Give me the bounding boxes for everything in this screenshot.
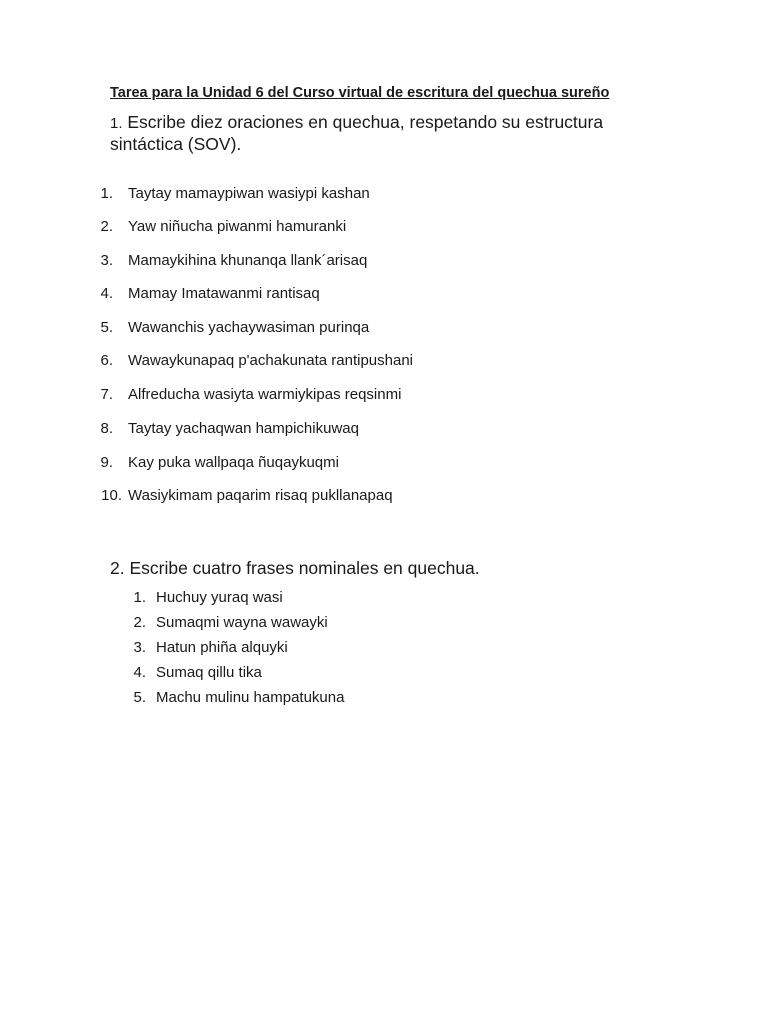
list-item-number: 7.	[100, 386, 113, 403]
list-item-number: 10.	[101, 487, 122, 504]
list-item-number: 5.	[133, 689, 146, 706]
list-item-text: Kay puka wallpaqa ñuqaykuqmi	[128, 454, 339, 471]
list-item-text: Wasiykimam paqarim risaq pukllanapaq	[128, 487, 393, 504]
list-item-number: 4.	[100, 285, 113, 302]
list-item-number: 2.	[133, 614, 146, 631]
list-item-text: Taytay mamaypiwan wasiypi kashan	[128, 185, 370, 202]
list-item-number: 3.	[133, 639, 146, 656]
list-item-text: Alfreducha wasiyta warmiykipas reqsinmi	[128, 386, 402, 403]
list-item-number: 9.	[100, 454, 113, 471]
section1-number: 1.	[110, 115, 123, 132]
list-item-text: Huchuy yuraq wasi	[156, 589, 283, 606]
section1-heading	[110, 112, 670, 154]
list-item-text: Hatun phiña alquyki	[156, 639, 288, 656]
section2-heading: 2. Escribe cuatro frases nominales en quechua.	[110, 558, 480, 578]
list-item-number: 3.	[100, 252, 113, 269]
list-item-text: Mamaykihina khunanqa llank´arisaq	[128, 252, 368, 269]
section1-heading-text: Escribe diez oraciones en quechua, respetando su estructura sintáctica (SOV).	[110, 112, 604, 154]
list-item-text: Taytay yachaqwan hampichikuwaq	[128, 420, 359, 437]
document-title: Tarea para la Unidad 6 del Curso virtual de escritura del quechua sureño	[110, 85, 610, 101]
list-item-number: 8.	[100, 420, 113, 437]
list-item-text: Yaw niñucha piwanmi hamuranki	[128, 218, 347, 235]
list-item-number: 2.	[100, 218, 113, 235]
list-item-number: 5.	[100, 319, 113, 336]
list-item-text: Sumaqmi wayna wawayki	[156, 614, 328, 631]
list-item-text: Wawaykunapaq p'achakunata rantipushani	[128, 352, 413, 369]
list-item-text: Machu mulinu hampatukuna	[156, 689, 345, 706]
list-item-number: 1.	[133, 589, 146, 606]
list-item-text: Sumaq qillu tika	[156, 664, 262, 681]
list-item-text: Wawanchis yachaywasiman purinqa	[128, 319, 370, 336]
list-item-number: 1.	[100, 185, 113, 202]
list-item-text: Mamay Imatawanmi rantisaq	[128, 285, 320, 302]
list-item-number: 6.	[100, 352, 113, 369]
list-item-number: 4.	[133, 664, 146, 681]
